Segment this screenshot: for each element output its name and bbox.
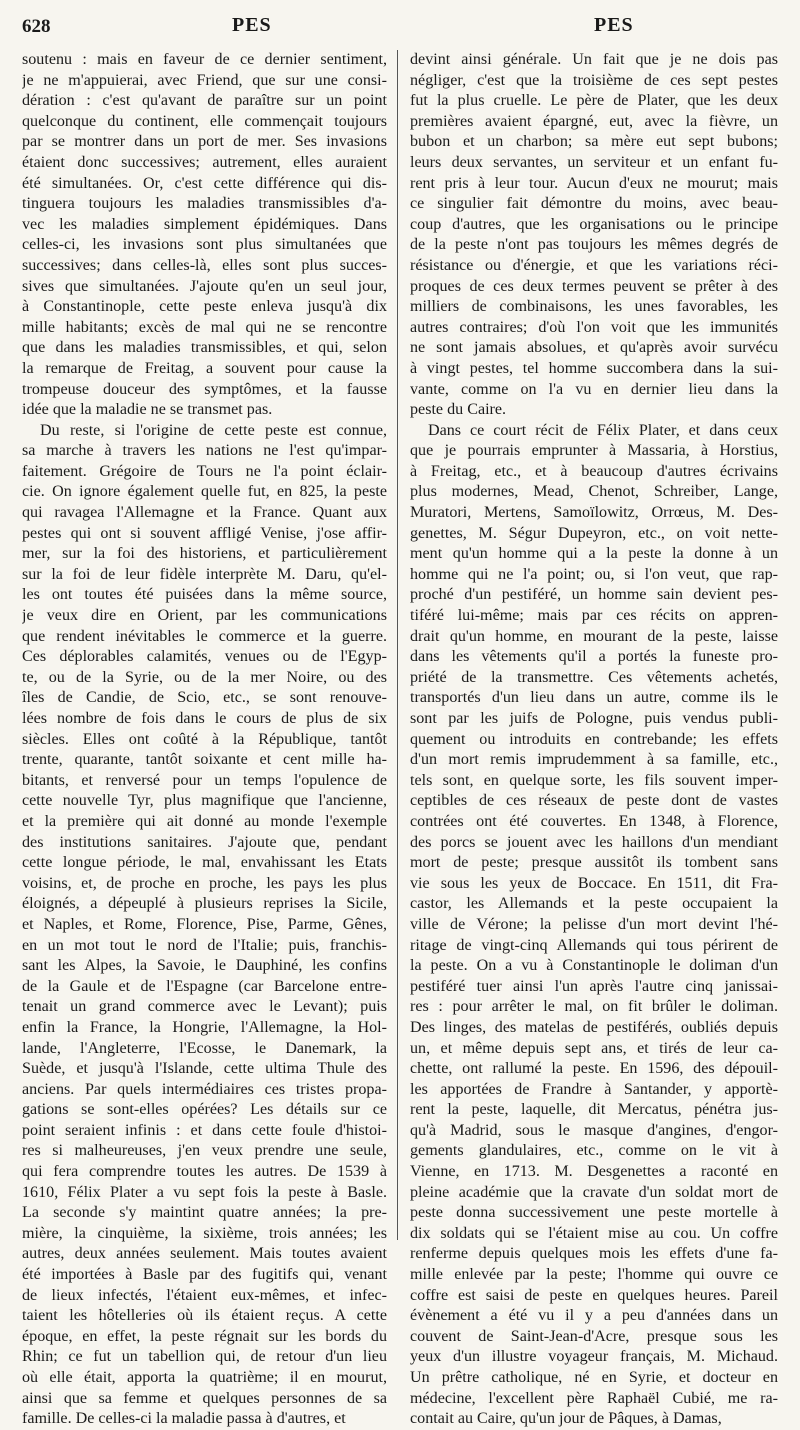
text-line: trente, quarante, tantôt soixante et cent mille ha- [22, 751, 387, 769]
text-line: idée que la maladie ne se transmet pas. [22, 401, 273, 419]
text-line: dans les vêtements qu'il a portés la funeste pro- [410, 648, 778, 666]
text-line: lande, l'Angleterre, l'Ecosse, le Danemark, la [22, 1039, 387, 1057]
text-line: coffre est saisi de peste en quelques heures. Pareil [410, 1286, 778, 1304]
text-line: vec les maladies simplement épidémiques. Dans [22, 215, 387, 233]
text-line: Des linges, des matelas de pestiférés, oubliés depuis [410, 1018, 778, 1036]
text-line: devint ainsi générale. Un fait que je ne dois pas [410, 51, 778, 68]
text-line: priété de la transmettre. Ces vêtements achetés, [410, 668, 778, 686]
text-line: genettes, M. Ségur Dupeyron, etc., on voit nette- [410, 524, 778, 542]
text-line: qui ravagea l'Allemagne et la France. Quant aux [22, 504, 387, 522]
text-line: rent pris à leur tour. Aucun d'eux ne mourut; mais [410, 174, 778, 192]
text-line: chette, ont rallumé la peste. En 1596, des dépouil- [410, 1060, 778, 1078]
text-line: ville de Vérone; la pelisse d'un mort devint l'hé- [410, 915, 778, 933]
text-line: peste du Caire. [410, 401, 507, 419]
text-line: rent la peste, laquelle, dit Mercatus, pénétra jus- [410, 1101, 778, 1119]
text-line: drait qu'un homme, en mourant de la peste, laisse [410, 627, 778, 645]
text-line: îles de Candie, de Scio, etc., se sont renouve- [22, 689, 387, 707]
text-line: époque, en effet, la peste régnait sur les bords du [22, 1327, 387, 1345]
text-line: et Naples, et Rome, Florence, Pise, Parme, Gênes, [22, 915, 387, 933]
running-head-left: PES [232, 14, 272, 36]
text-line: de lieux infectés, l'étaient eux-mêmes, et infec- [22, 1286, 387, 1304]
text-line: Rhin; ce fut un tabellion qui, de retour d'un lieu [22, 1348, 387, 1366]
text-line: Suède, et jusqu'à l'Islande, cette ultima Thule des [22, 1060, 387, 1078]
text-line: anciens. Par quels intermédiaires ces tristes propa- [22, 1080, 387, 1098]
text-line: été importées à Basle par des fugitifs qui, venant [22, 1266, 387, 1284]
text-line: autres, deux années seulement. Mais toutes avaient [22, 1245, 387, 1263]
text-line: couvent de Saint-Jean-d'Acre, presque sous les [410, 1327, 778, 1345]
text-line: sont par les juifs de Pologne, puis vendus publi- [410, 710, 778, 727]
text-line: que je pourrais emprunter à Massaria, à Horstius, [410, 442, 778, 460]
text-line: castor, les Allemands et la peste occupaient la [410, 895, 778, 913]
text-line: pestiféré tuer ainsi l'un après l'autre cinq janissai- [410, 977, 778, 995]
text-line: négliger, c'est que la troisième de ces sept pestes [410, 71, 778, 89]
text-line: de la Gaule et de l'Espagne (car Barcelone entre- [22, 977, 387, 995]
text-line: proché d'un pestiféré, un homme sain devient pes- [410, 586, 778, 604]
page-header [22, 8, 778, 42]
text-line: cette nouvelle Tyr, plus magnifique que l'ancienne, [22, 792, 387, 810]
text-line: dération : c'est qu'avant de paraître sur un point [22, 92, 387, 110]
text-line: ceptibles de ces réseaux de peste dont de vastes [410, 792, 778, 810]
text-line: été simultanées. Or, c'est cette différence qui dis- [22, 174, 387, 192]
text-line: tels sont, en quelque sorte, les fils souvent imper- [410, 771, 778, 789]
text-line: un, et même depuis sept ans, et tirés de leur ca- [410, 1039, 778, 1057]
text-line: voisins, et, de proche en proche, les pays les plus [22, 874, 387, 892]
text-line: à Constantinople, cette peste enleva jusqu'à dix [22, 298, 387, 316]
text-line: peste donna successivement une peste mortelle à [410, 1204, 778, 1222]
text-line: tinguera toujours les maladies transmissibles d'a- [22, 195, 387, 213]
text-line: à Freitag, etc., et à beaucoup d'autres écrivains [410, 462, 778, 480]
text-line: proques de ces deux termes peuvent se prêter à des [410, 277, 778, 295]
text-line: en un mot tout le nord de l'Italie; puis, franchis- [22, 936, 387, 954]
text-line: homme qui ne l'a point; ou, si l'on veut, que rap- [410, 565, 778, 583]
text-line: plus modernes, Mead, Chenot, Schreiber, Lange, [410, 483, 778, 501]
text-line: point seraient infinis : et dans cette foule d'histoi- [22, 1121, 387, 1139]
text-line: gements glandulaires, etc., comme on le vit à [410, 1142, 778, 1160]
text-line: Muratori, Mertens, Samoïlowitz, Orrœus, M. Des- [410, 504, 778, 522]
text-line: ainsi que sa femme et quelques personnes de sa [22, 1389, 387, 1407]
text-line: mille enlevée par la peste; l'homme qui ouvre ce [410, 1266, 778, 1284]
left-column [22, 50, 387, 1430]
text-line: vie sous les yeux de Boccace. En 1511, dit Fra- [410, 874, 778, 892]
page-number: 628 [22, 16, 51, 37]
text-line: la peste. On a vu à Constantinople le doliman d'un [410, 957, 778, 975]
text-line: résistance ou d'énergie, et que les variations réci- [410, 256, 778, 274]
text-line: faitement. Grégoire de Tours ne l'a point éclair- [22, 462, 387, 480]
text-line: les apportées de Frandre à Santander, y apportè- [410, 1080, 778, 1098]
text-line: Dans ce court récit de Félix Plater, et dans ceux [428, 421, 778, 439]
text-line: coup d'autres, que les organisations ou le principe [410, 215, 778, 233]
text-line: d'un mort remis imprudemment à sa famille, etc., [410, 751, 778, 769]
right-column [410, 50, 778, 1430]
text-line: où elle était, apporta la quatrième; il en mourut, [22, 1369, 387, 1386]
text-line: pleine académie que la cravate d'un soldat mort de [410, 1183, 778, 1201]
text-line: des institutions sanitaires. J'ajoute que, pendant [22, 833, 387, 851]
text-line: yeux d'un illustre voyageur français, M. Michaud. [410, 1348, 778, 1366]
text-line: renferme depuis quelques mois les effets d'une fa- [410, 1245, 778, 1263]
text-line: par se montrer dans un port de mer. Ses invasions [22, 133, 387, 151]
text-line: mille habitants; excès de mal qui ne se rencontre [22, 318, 387, 336]
text-line: successives; dans celles-là, elles sont plus succes- [22, 256, 387, 274]
text-line: Un prêtre catholique, né en Syrie, et docteur en [410, 1369, 778, 1386]
text-line: te, ou de la Syrie, ou de la mer Noire, ou des [22, 668, 387, 686]
text-line: mort de peste; presque aussitôt ils tombent sans [410, 854, 778, 872]
text-line: taient les hôtelleries où ils étaient reçus. A cette [22, 1307, 387, 1325]
text-line: que dans les maladies transmissibles, et qui, selon [22, 339, 387, 357]
text-line: bitants, et renversé pour un temps l'opulence de [22, 771, 387, 789]
text-line: pestes qui ont si souvent affligé Venise, j'ose affir- [22, 524, 387, 542]
text-line: ce singulier fait démontre du moins, avec beau- [410, 195, 778, 213]
text-line: famille. De celles-ci la maladie passa à d'autres, et [22, 1410, 346, 1428]
text-line: de la peste n'ont pas toujours les mêmes degrés de [410, 236, 778, 254]
text-line: vante, comme on l'a vu en dernier lieu dans la [410, 380, 778, 398]
text-line: évènement a été vu il y a peu d'années dans un [410, 1307, 778, 1325]
text-line: Ces déplorables calamités, venues ou de l'Egyp- [22, 648, 387, 666]
text-line: trompeuse douceur des symptômes, et la fausse [22, 380, 387, 398]
text-line: sa marche à travers les nations ne l'est qu'impar- [22, 442, 387, 460]
text-line: étaient donc successives; autrement, elles auraient [22, 153, 387, 171]
text-line: ment qu'un homme qui a la peste la donne à un [410, 545, 778, 563]
text-line: la remarque de Freitag, a souvent pour cause la [22, 359, 387, 377]
text-line: premières avaient épargné, eut, avec la fièvre, un [410, 112, 778, 130]
text-line: je ne m'appuierai, avec Friend, que sur une consi- [22, 71, 387, 89]
text-line: sant les Alpes, la Savoie, le Dauphiné, les confins [22, 957, 387, 975]
running-head-right: PES [594, 14, 634, 36]
text-line: tenait un grand commerce avec le Levant); puis [22, 998, 387, 1016]
text-line: tiféré lui-même; mais par ces récits on appren- [410, 607, 778, 625]
text-line: leurs deux servantes, un serviteur et un enfant fu- [410, 153, 778, 171]
text-line: les ont toutes été puisées dans la même source, [22, 586, 387, 604]
text-line: gations se sont-elles opérées? Les détails sur ce [22, 1101, 387, 1119]
text-line: sives que simultanées. J'ajoute qu'en un seul jour, [22, 277, 387, 295]
text-line: des porcs se jouent avec les haillons d'un mendiant [410, 833, 778, 851]
text-line: et la première qui ait donné au monde l'exemple [22, 812, 387, 830]
text-line: quement ou introduits en contrebande; les effets [410, 730, 778, 748]
text-line: milliers de combinaisons, les unes favorables, les [410, 298, 778, 316]
text-line: res si malheureuses, j'en veux prendre une seule, [22, 1142, 387, 1160]
text-line: que rendent inévitables le commerce et la guerre. [22, 627, 387, 645]
text-line: cie. On ignore également quelle fut, en 825, la peste [22, 483, 387, 501]
text-line: qui fera comprendre toutes les autres. De 1539 à [22, 1163, 387, 1181]
text-line: médecine, l'excellent père Raphaël Cubié, me ra- [410, 1389, 778, 1407]
text-line: sur la foi de leur fidèle interprète M. Daru, qu'el- [22, 565, 387, 583]
text-line: enfin la France, la Hongrie, l'Allemagne, la Hol- [22, 1018, 387, 1036]
text-line: dix soldats qui se l'étaient mise au cou. Un coffre [410, 1224, 778, 1242]
text-line: ne sont jamais absolues, et qu'après avoir survécu [410, 339, 778, 357]
text-line: 1610, Félix Plater a vu sept fois la peste à Basle. [22, 1183, 387, 1201]
text-line: éloignés, a dépeuplé à plusieurs reprises la Sicile, [22, 895, 387, 913]
text-line: soutenu : mais en faveur de ce dernier sentiment, [22, 51, 387, 68]
text-line: La seconde s'y maintint quatre années; la pre- [22, 1204, 387, 1222]
text-line: contrées ont été couvertes. En 1348, à Florence, [410, 812, 778, 830]
text-line: Vienne, en 1713. M. Desgenettes a raconté en [410, 1163, 778, 1181]
text-line: je veux dire en Orient, par les communications [22, 607, 387, 625]
text-line: fut la plus cruelle. Le père de Plater, que les deux [410, 92, 778, 110]
text-line: res : pour arrêter le mal, on fit brûler le doliman. [410, 998, 778, 1016]
text-line: cette longue période, le mal, envahissant les Etats [22, 854, 387, 872]
text-line: à vingt pestes, tel homme succombera dans la sui- [410, 359, 778, 377]
text-line: transportés d'un lieu dans un autre, comme ils le [410, 689, 778, 707]
text-line: siècles. Elles ont coûté à la République, tantôt [22, 730, 387, 748]
text-line: quelconque du continent, elle commençait toujours [22, 112, 387, 130]
column-divider [397, 50, 398, 1240]
text-line: Du reste, si l'origine de cette peste est connue, [40, 421, 387, 439]
text-line: autres contraires; d'où l'on voit que les immunités [410, 318, 778, 336]
text-line: mière, la cinquième, la sixième, trois années; les [22, 1224, 387, 1242]
text-line: lées nombre de fois dans le cours de plus de six [22, 710, 387, 727]
text-line: qu'à Madrid, sous le masque d'angines, d'engor- [410, 1121, 778, 1139]
text-line: celles-ci, les invasions sont plus simultanées que [22, 236, 387, 254]
text-line: mer, sur la foi des historiens, et particulièrement [22, 545, 387, 563]
text-line: bubon et un charbon; sa mère eut sept bubons; [410, 133, 778, 151]
text-line: ritage de vingt-cinq Allemands qui tous périrent de [410, 936, 778, 954]
text-line: contait au Caire, qu'un jour de Pâques, à Damas, [410, 1410, 722, 1428]
